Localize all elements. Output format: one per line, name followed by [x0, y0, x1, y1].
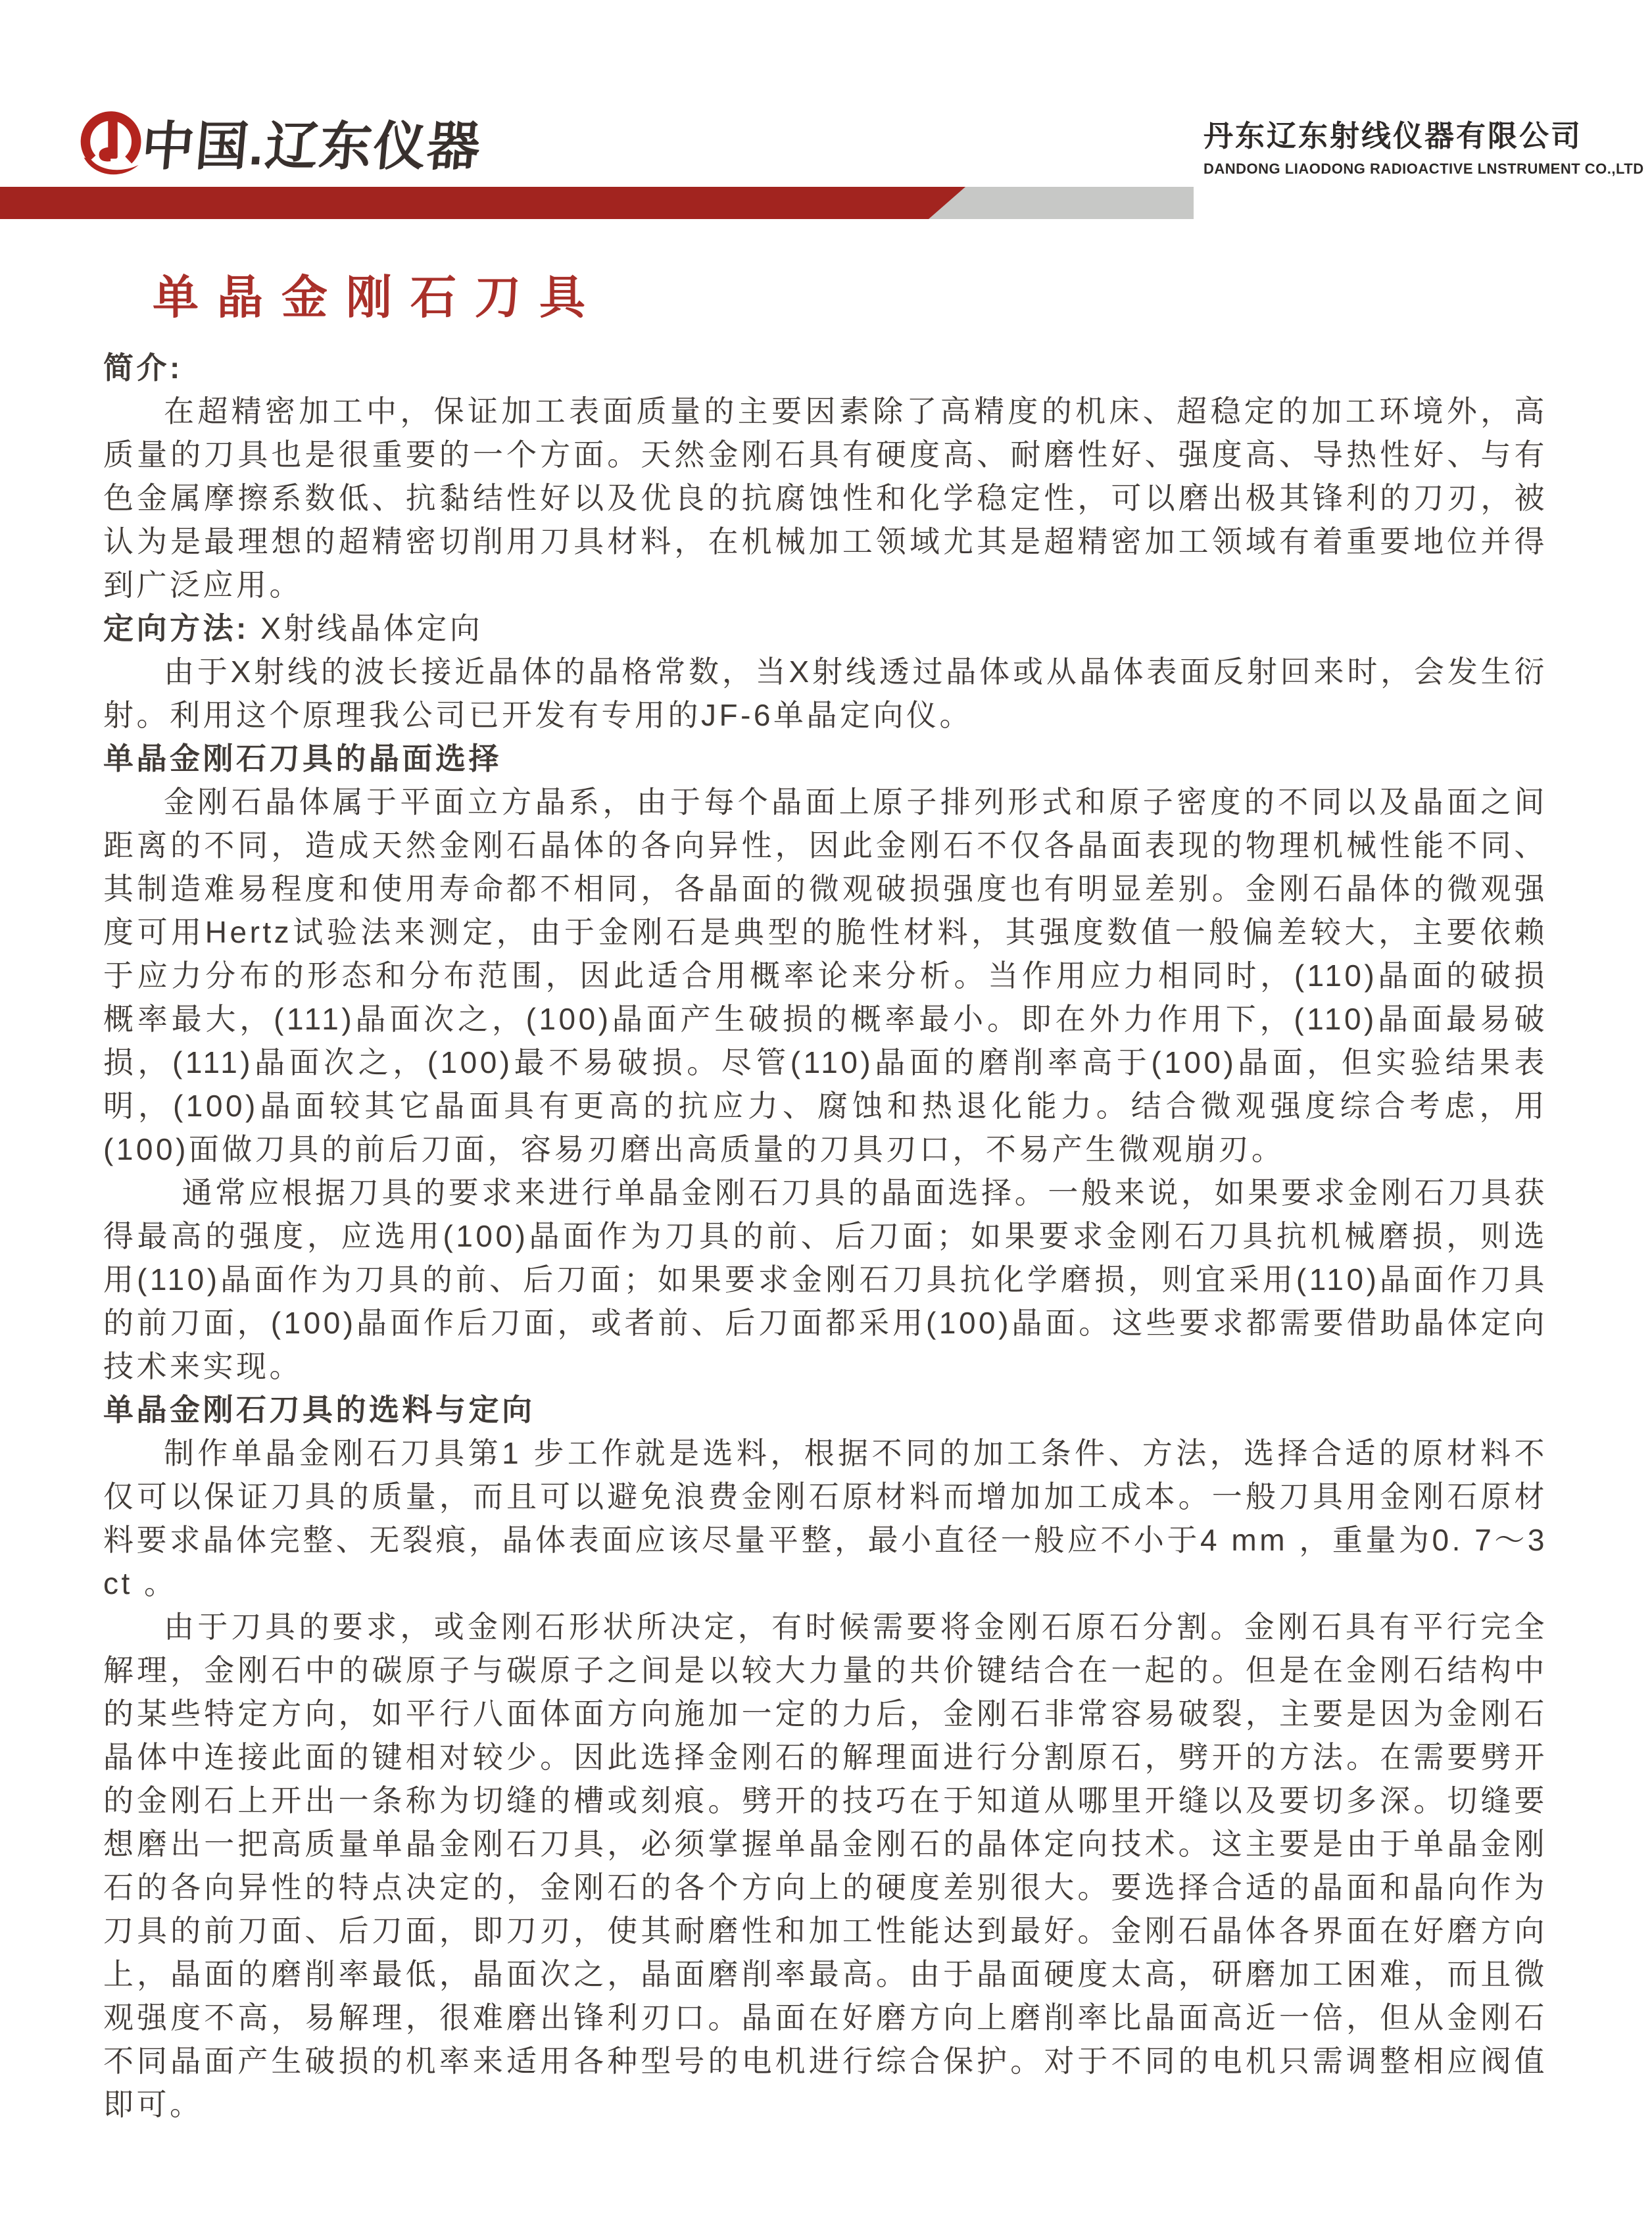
company-name-cn: 丹东辽东射线仪器有限公司	[1203, 119, 1583, 153]
company-name-block	[1203, 112, 1644, 178]
paragraph-cleaving-and-orientation: 由于刀具的要求，或金刚石形状所决定，有时候需要将金刚石原石分割。金刚石具有平行完全解理，金刚石中的碳原子与碳原子之间是以较大力量的共价键结合在一起的。但是在金刚石结构中的某些特定方向，如平行八面体面方向施加一定的力后，金刚石非常容易破裂，主要是因为金刚石晶体中连接此面的键相对较少。因此选择金刚石的解理面进行分割原石，劈开的方法。在需要劈开的金刚石上开出一条称为切缝的槽或刻痕。劈开的技巧在于知道从哪里开缝以及要切多深。切缝要想磨出一把高质量单晶金刚石刀具，必须掌握单晶金刚石的晶体定向技术。这主要是由于单晶金刚石的各向异性的特点决定的，金刚石的各个方向上的硬度差别很大。要选择合适的晶面和晶向作为刀具的前刀面、后刀面，即刀刃，使其耐磨性和加工性能达到最好。金刚石晶体各界面在好磨方向上，晶面的磨削率最低，晶面次之，晶面磨削率最高。由于晶面硬度太高，研磨加工困难，而且微观强度不高，易解理，很难磨出锋利刃口。晶面在好磨方向上磨削率比晶面高近一倍，但从金刚石不同晶面产生破损的机率来适用各种型号的电机进行综合保护。对于不同的电机只需调整相应阀值即可。	[103, 1610, 1547, 2121]
header-band-red	[0, 187, 967, 219]
company-name-en: DANDONG LIAODONG RADIOACTIVE LNSTRUMENT CO.,LTD	[1203, 161, 1644, 177]
section-heading-crystal-face-selection: 单晶金刚石刀具的晶面选择	[103, 741, 502, 776]
paragraph-crystal-face-properties: 金刚石晶体属于平面立方晶系，由于每个晶面上原子排列形式和原子密度的不同以及晶面之间距离的不同，造成天然金刚石晶体的各向异性，因此金刚石不仅各晶面表现的物理机械性能不同、其制造难易程度和使用寿命都不相同，各晶面的微观破损强度也有明显差别。金刚石晶体的微观强度可用Hertz试验法来测定，由于金刚石是典型的脆性材料，其强度数值一般偏差较大，主要依赖于应力分布的形态和分布范围，因此适合用概率论来分析。当作用应力相同时，(110)晶面的破损概率最大，(111)晶面次之，(100)晶面产生破损的概率最小。即在外力作用下，(110)晶面最易破损，(111)晶面次之，(100)最不易破损。尽管(110)晶面的磨削率高于(100)晶面，但实验结果表明，(100)晶面较其它晶面具有更高的抗应力、腐蚀和热退化能力。结合微观强度综合考虑，用(100)面做刀具的前后刀面，容易刃磨出高质量的刀具刃口，不易产生微观崩刃。	[103, 785, 1547, 1166]
paragraph-intro: 在超精密加工中，保证加工表面质量的主要因素除了高精度的机床、超稳定的加工环境外，高质量的刀具也是很重要的一个方面。天然金刚石具有硬度高、耐磨性好、强度高、导热性好、与有色金属摩擦系数低、抗黏结性好以及优良的抗腐蚀性和化学稳定性，可以磨出极其锋利的刀刃，被认为是最理想的超精密切削用刀具材料，在机械加工领域尤其是超精密加工领域有着重要地位并得到广泛应用。	[103, 394, 1547, 602]
orientation-method-value: X射线晶体定向	[249, 611, 483, 645]
paragraph-xray-principle: 由于X射线的波长接近晶体的晶格常数，当X射线透过晶体或从晶体表面反射回来时，会发生衍射。利用这个原理我公司已开发有专用的JF-6单晶定向仪。	[103, 655, 1547, 732]
paragraph-face-selection-rules: 通常应根据刀具的要求来进行单晶金刚石刀具的晶面选择。一般来说，如果要求金刚石刀具获得最高的强度，应选用(100)晶面作为刀具的前、后刀面；如果要求金刚石刀具抗机械磨损，则选用(110)晶面作为刀具的前、后刀面；如果要求金刚石刀具抗化学磨损，则宜采用(110)晶面作刀具的前刀面，(100)晶面作后刀面，或者前、后刀面都采用(100)晶面。这些要求都需要借助晶体定向技术来实现。	[103, 1176, 1547, 1383]
page-title: 单晶金刚石刀具	[153, 272, 604, 323]
section-heading-intro: 简介:	[103, 351, 183, 385]
brand-wordmark: 中国.辽东仪器	[139, 117, 484, 176]
orientation-method-label: 定向方法:	[103, 611, 249, 645]
header-band-gray	[929, 187, 1194, 219]
paragraph-material-requirements: 制作单晶金刚石刀具第1 步工作就是选料，根据不同的加工条件、方法，选择合适的原材料不仅可以保证刀具的质量，而且可以避免浪费金刚石原材料而增加加工成本。一般刀具用金刚石原材料要求晶体完整、无裂痕，晶体表面应该尽量平整，最小直径一般应不小于4 mm ，重量为0. 7～3 ct 。	[103, 1436, 1547, 1600]
section-heading-material-selection: 单晶金刚石刀具的选料与定向	[103, 1393, 535, 1427]
document-body	[103, 346, 1547, 2126]
section-heading-orientation-method	[103, 607, 1547, 650]
